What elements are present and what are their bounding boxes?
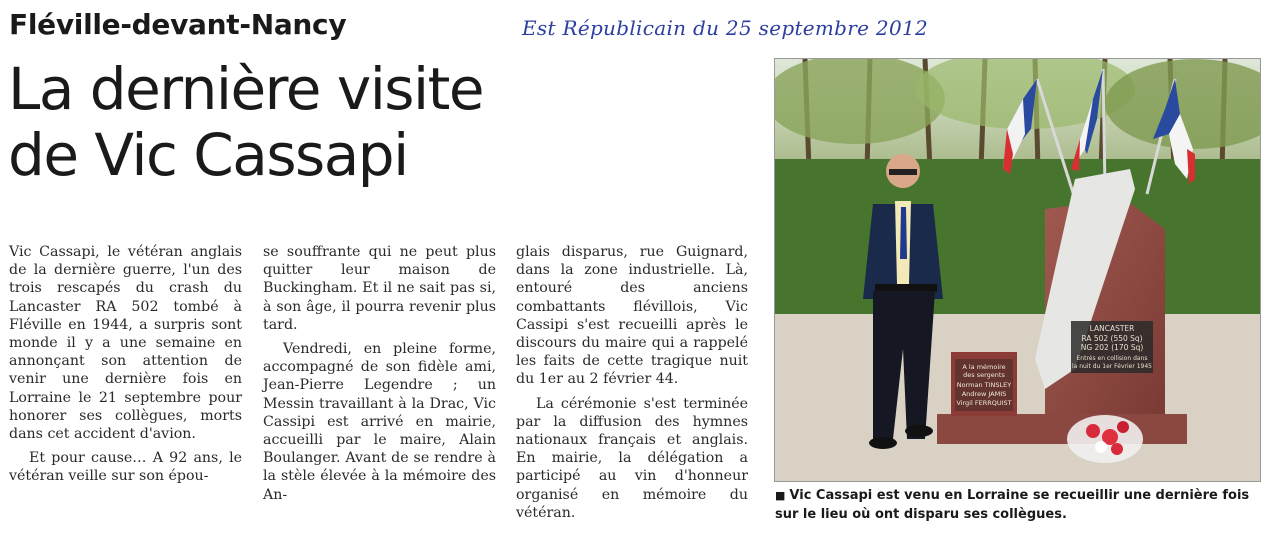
paragraph: se souffrante qui ne peut plus quitter leur maison de Buckingham. Et il ne sait pas si, à son âge, il pourra revenir plus tard. (263, 244, 496, 333)
caption-text: Vic Cassapi est venu en Lorraine se recueillir une dernière fois sur le lieu où ont disparu ses collègues. (775, 488, 1250, 522)
article-column-3 (516, 243, 748, 528)
stele-base (937, 414, 1187, 444)
plaque-line: A la mémoire (962, 363, 1006, 371)
headline-line-2: de Vic Cassapi (8, 121, 408, 189)
article-column-1 (9, 243, 242, 492)
caption-marker: ■ (775, 489, 786, 502)
paragraph: Et pour cause… A 92 ans, le vétéran veille sur son épou- (9, 450, 242, 485)
small-plaque (951, 352, 1017, 416)
article-column-2 (263, 243, 496, 510)
memorial-photo (774, 58, 1261, 482)
plaque-line: Entrés en collision dans (1076, 355, 1148, 362)
plaque-line: RA 502 (550 Sq) (1081, 334, 1143, 343)
headline-line-1: La dernière visite (8, 55, 484, 123)
plaque-line: la nuit du 1er Février 1945 (1071, 363, 1153, 370)
plaque-line: NG 202 (170 Sq) (1080, 343, 1144, 352)
main-plaque (1071, 321, 1153, 373)
plaque-line: Virgil FERRQUIST (956, 399, 1012, 407)
paragraph: Vic Cassapi, le vétéran anglais de la dernière guerre, l'un des trois rescapés du crash du Lancaster RA 502 tombé à Fléville en 1944, a surpris sont monde il y a une semaine en annonçant son attention de venir une dernière fois en Lorraine le 21 septembre pour honorer ses collègues, morts dans cet accident d'avion. (9, 244, 242, 443)
flower-bouquet (1067, 415, 1143, 463)
paragraph: glais disparus, rue Guignard, dans la zone industrielle. Là, entouré des anciens combattants flévillois, Vic Cassipi s'est recueilli après le discours du maire qui a rappelé les faits de cette tragique nuit du 1er au 2 février 44. (516, 244, 748, 388)
photo-caption (775, 487, 1265, 524)
plaque-line: des sergents (963, 371, 1005, 379)
headline (8, 56, 748, 188)
plaque-line: Norman TINSLEY (956, 381, 1012, 389)
memorial-photo-illustration (775, 59, 1260, 481)
plaque-line: Andrew JAMIS (961, 390, 1007, 398)
plaque-line: LANCASTER (1089, 324, 1135, 333)
gravel-ground (775, 314, 1260, 481)
paragraph: Vendredi, en pleine forme, accompagné de son fidèle ami, Jean-Pierre Legendre ; un Messin travaillant à la Drac, Vic Cassipi est arrivé en mairie, accueilli par le maire, Alain Boulanger. Avant de se rendre à la stèle élevée à la mémoire des An- (263, 341, 496, 503)
kicker-location: Fléville-devant-Nancy (9, 8, 347, 41)
source-annotation: Est Républicain du 25 septembre 2012 (522, 16, 929, 40)
paragraph: La cérémonie s'est terminée par la diffusion des hymnes nationaux français et anglais. En mairie, la délégation a participé au vin d'honneur organisé en mémoire du vétéran. (516, 395, 748, 521)
